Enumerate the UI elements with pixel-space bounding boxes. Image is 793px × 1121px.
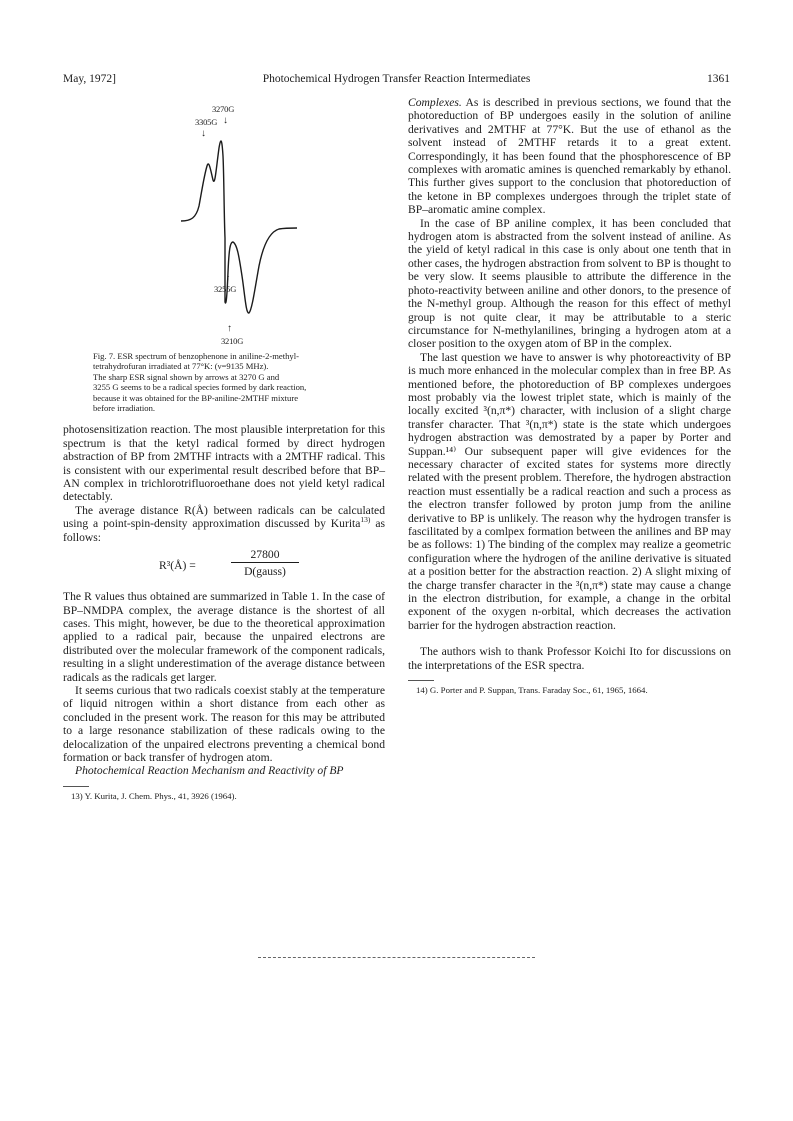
caption-line: before irradiation. — [93, 403, 156, 414]
figure-caption — [93, 351, 385, 413]
caption-line: 3255 G seems to be a radical species formed by dark reaction, — [93, 382, 307, 393]
peak-label-3210: 3210G — [221, 336, 244, 346]
running-header — [63, 73, 730, 91]
section-heading: Photochemical Reaction Mechanism and Reactivity of BP — [75, 764, 344, 778]
caption-line: The sharp ESR signal shown by arrows at 3270 G and — [93, 371, 280, 382]
equation-numerator: 27800 — [250, 548, 280, 562]
spacer — [408, 632, 731, 645]
reference-marker: 13) — [360, 515, 371, 525]
section-heading-continued: Complexes. — [408, 96, 462, 109]
body-paragraph: The last question we have to answer is why photoreactivity of BP is much more enhanced in the molecular complex than in free BP. As mentioned before, the photoreduction of BP complexes undergoes most probably via the lowest triplet state, which is mainly of the locally excited ³(n,π*) character, with inclusion of a slight charge transfer character. That ³(n,π*) state is the state which undergoes hydrogen abstraction was demostrated by a paper by Porter and Suppan.¹⁴⁾ Our subsequent paper will give evidences for the necessary character of excited states for systems more directly related with the present problem. Therefore, the hydrogen abstraction reaction must essentially be a radical reaction and such a process as the electron transfer followed by proton jump from the aniline derivative to BP is unlikely. The reason why the hydrogen transfer is fascilitated by a comlpex formation between the anilines and BP may be as follows: 1) The binding of the complex may realize a geometric configuration where the hydrogen of the aniline derivative is situated at a position better for the abstraction reaction. 2) A slight mixing of the charge transfer character in the ³(n,π*) state may cause a change in the electron distribution, for example, a change in the orbital exponent of the oxygen n-orbital, which decreases the activation barrier for the hydrogen abstraction reaction. — [408, 350, 731, 632]
distance-equation — [63, 546, 385, 586]
esr-spectrum-trace — [181, 141, 297, 313]
body-paragraph — [408, 96, 731, 217]
esr-spectrum-figure — [63, 96, 385, 351]
footnote-13: 13) Y. Kurita, J. Chem. Phys., 41, 3926 (1964). — [71, 790, 237, 801]
arrow-down-icon: ↓ — [201, 128, 206, 139]
footnote-14: 14) G. Porter and P. Suppan, Trans. Faraday Soc., 61, 1965, 1664. — [416, 685, 648, 696]
equation-denominator: D(gauss) — [244, 565, 286, 579]
right-column — [408, 96, 731, 696]
esr-spectrum-plot — [63, 96, 385, 351]
equation-lhs: R³(Å) = — [159, 559, 196, 573]
acknowledgement: The authors wish to thank Professor Koichi Ito for discussions on the interpretations of the ESR spectra. — [408, 645, 731, 672]
paragraph-text: As is described in previous sections, we found that the photoreduction of BP undergoes easily in the solution of aniline derivatives and 2MTHF at 77°K. But the use of ethanol as the solvent instead of 2MTHF retards it to a great extent. Correspondingly, it has been found that the phosphorescence of BP complexes with aromatic amines is quenched remarkably by ethanol. This further gives support to the conclusion that photoreduction of the ketone in BP complexes undergoes through the triplet state of BP–aromatic amine complex. — [408, 96, 731, 217]
header-date: May, 1972] — [63, 73, 116, 85]
header-title: Photochemical Hydrogen Transfer Reaction Intermediates — [262, 73, 531, 85]
peak-label-3305: 3305G — [195, 117, 218, 127]
page-number: 1361 — [707, 73, 730, 85]
body-paragraph — [63, 504, 385, 544]
arrow-up-icon: ↑ — [226, 273, 230, 282]
footnote-divider — [408, 680, 434, 681]
arrow-down-icon: ↓ — [223, 115, 228, 126]
peak-label-3255: 3255G — [214, 284, 237, 294]
fraction-bar — [231, 562, 299, 563]
caption-line: Fig. 7. ESR spectrum of benzophenone in aniline-2-methyl- — [93, 351, 299, 361]
caption-line: because it was obtained for the BP-aniline-2MTHF mixture — [93, 392, 299, 403]
page-end-rule — [258, 957, 535, 958]
body-paragraph: In the case of BP aniline complex, it has been concluded that hydrogen atom is abstracted from the solvent instead of aniline. As the yield of ketyl radical in this case is only about one tenth that in other cases, the hydrogen abstraction from solvent to BP is thought to be very slow. It seems plausible to attribute the difference in the photo-reactivity between aniline and other donors, to the presence of the N-methyl group. Although the reason for this effect of methyl group is not quite clear, it may be attributable to a steric circumstance for N-methylanilines, bringing a hydrogen atom at a closer position to the oxygen atom of BP in the complex. — [408, 216, 731, 351]
caption-line: tetrahydrofuran irradiated at 77°K: (ν=9135 MHz). — [93, 361, 269, 372]
body-paragraph: The R values thus obtained are summarized in Table 1. In the case of BP–NMDPA complex, the average distance is the shortest of all cases. This might, however, be due to the theoretical approximation applied to a radical pair, because the unpaired electrons are distributed over the molecular framework of the component radicals, resulting in a slight underestimation of the average distance between radicals as the radicals get larger. — [63, 590, 385, 684]
paragraph-text: The average distance R(Å) between radicals can be calculated using a point-spin-density approximation discussed by Kurita — [63, 503, 385, 531]
body-paragraph: It seems curious that two radicals coexist stably at the temperature of liquid nitrogen within a short distance from each other as concluded in the present work. The reason for this may be attributed to a large resonance stabilization of these radicals owing to the delocalization of the unpaired electrons preventing a chemical bond formation or back transfer of hydrogen atom. — [63, 683, 385, 764]
peak-label-3270: 3270G — [212, 104, 235, 114]
arrow-up-icon: ↑ — [227, 323, 232, 334]
paragraph-text: as follows: — [63, 517, 385, 544]
left-column — [63, 96, 385, 802]
footnote-divider — [63, 786, 89, 787]
body-paragraph: photosensitization reaction. The most plausible interpretation for this spectrum is that the ketyl radical formed by direct hydrogen abstraction of BP from 2MTHF intracts with a 2MTHF radical. This is consistent with our experimental result described before that BP–AN complex in trichlorotrifluoroethane does not yield ketyl radical detectably. — [63, 423, 385, 504]
